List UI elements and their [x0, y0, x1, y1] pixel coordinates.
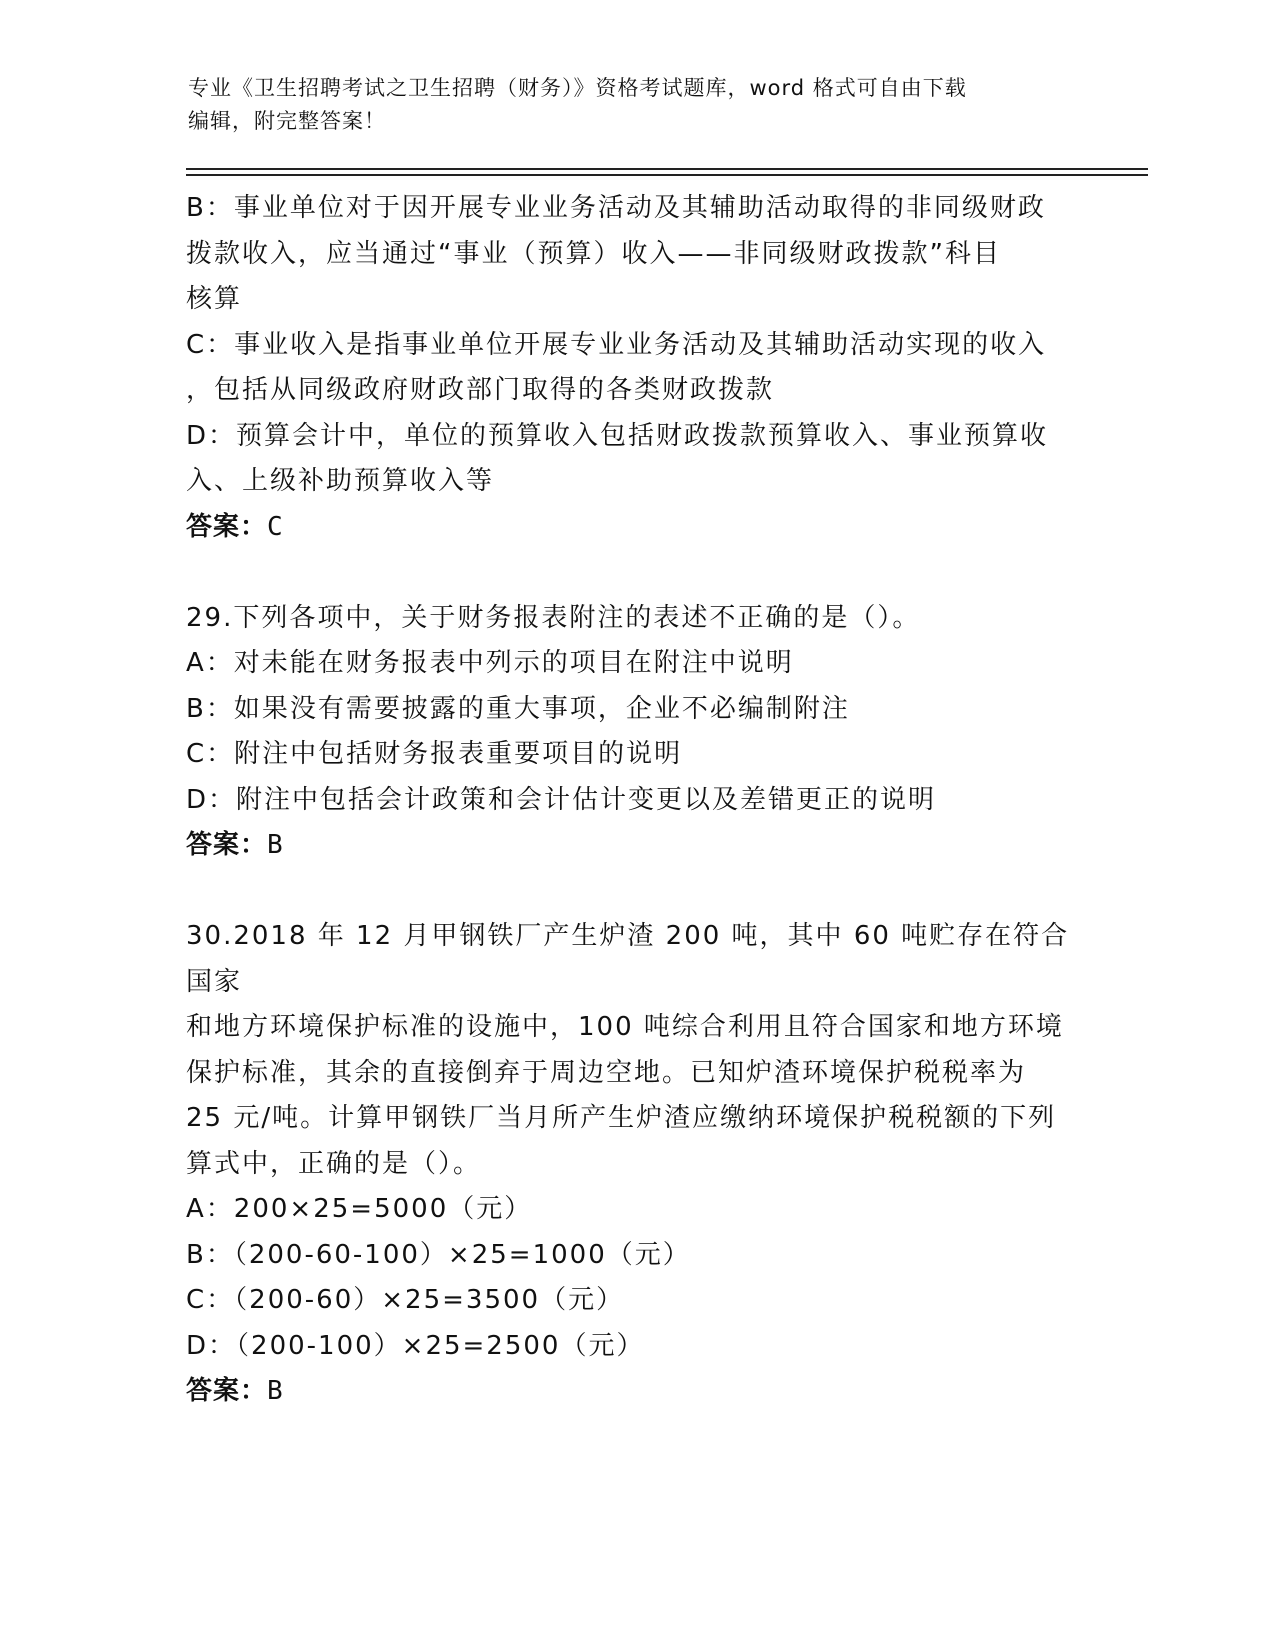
option-b-line-3: 核算 — [186, 284, 243, 314]
answer-label: 答案： — [186, 830, 268, 860]
question-stem: 29.下列各项中，关于财务报表附注的表述不正确的是（）。 — [186, 602, 921, 633]
option-b: B：如果没有需要披露的重大事项，企业不必编制附注 — [186, 693, 850, 724]
option-c: C：附注中包括财务报表重要项目的说明 — [186, 739, 683, 769]
option-d: D：（200-100）×25=2500（元） — [186, 1330, 645, 1361]
option-b-line-2: 拨款收入，应当通过“事业（预算）收入——非同级财政拨款”科目 — [186, 238, 1001, 269]
answer-line — [186, 1369, 1086, 1415]
question-stem-line-3: 保护标准，其余的直接倒弃于周边空地。已知炉渣环境保护税税率为 — [186, 1057, 1027, 1088]
option-b: B：（200-60-100）×25=1000（元） — [186, 1239, 691, 1270]
header-line-2: 编辑，附完整答案！ — [188, 109, 386, 133]
option-d: D：附注中包括会计政策和会计估计变更以及差错更正的说明 — [186, 784, 937, 815]
answer-line — [186, 505, 1086, 551]
spacer — [186, 869, 1086, 915]
question-content — [186, 186, 1086, 1415]
option-c-line-1: C：事业收入是指事业单位开展专业业务活动及其辅助活动实现的收入 — [186, 329, 1047, 360]
answer-label: 答案： — [186, 511, 268, 542]
question-stem-line-1: 30.2018 年 12 月甲钢铁厂产生炉渣 200 吨，其中 60 吨贮存在符合国家 — [186, 921, 1070, 997]
option-a: A：200×25=5000（元） — [186, 1194, 533, 1224]
option-d-line-1: D：预算会计中，单位的预算收入包括财政拨款预算收入、事业预算收 — [186, 420, 1049, 451]
option-c-line-2: ，包括从同级政府财政部门取得的各类财政拨款 — [186, 375, 775, 405]
question-28-tail — [186, 186, 1086, 550]
answer-line — [186, 823, 1086, 869]
answer-value: B — [267, 1376, 284, 1406]
answer-label: 答案： — [186, 1376, 268, 1406]
document-header — [188, 72, 1068, 138]
question-stem-line-4: 25 元/吨。计算甲钢铁厂当月所产生炉渣应缴纳环境保护税税额的下列 — [186, 1103, 1057, 1133]
option-b-line-1: B：事业单位对于因开展专业业务活动及其辅助活动取得的非同级财政 — [186, 193, 1046, 223]
question-30 — [186, 914, 1086, 1415]
answer-value: C — [267, 511, 284, 542]
header-line-1: 专业《卫生招聘考试之卫生招聘（财务）》资格考试题库，word 格式可自由下载 — [188, 76, 967, 100]
spacer — [186, 550, 1086, 596]
header-rule-bottom — [186, 174, 1148, 176]
option-d-line-2: 入、上级补助预算收入等 — [186, 466, 495, 496]
answer-value: B — [267, 830, 284, 860]
header-rule-top — [186, 168, 1148, 170]
question-stem-line-2: 和地方环境保护标准的设施中，100 吨综合利用且符合国家和地方环境 — [186, 1012, 1064, 1042]
question-29 — [186, 596, 1086, 869]
option-a: A：对未能在财务报表中列示的项目在附注中说明 — [186, 648, 794, 678]
option-c: C：（200-60）×25=3500（元） — [186, 1285, 625, 1315]
question-stem-line-5: 算式中，正确的是（）。 — [186, 1148, 482, 1179]
